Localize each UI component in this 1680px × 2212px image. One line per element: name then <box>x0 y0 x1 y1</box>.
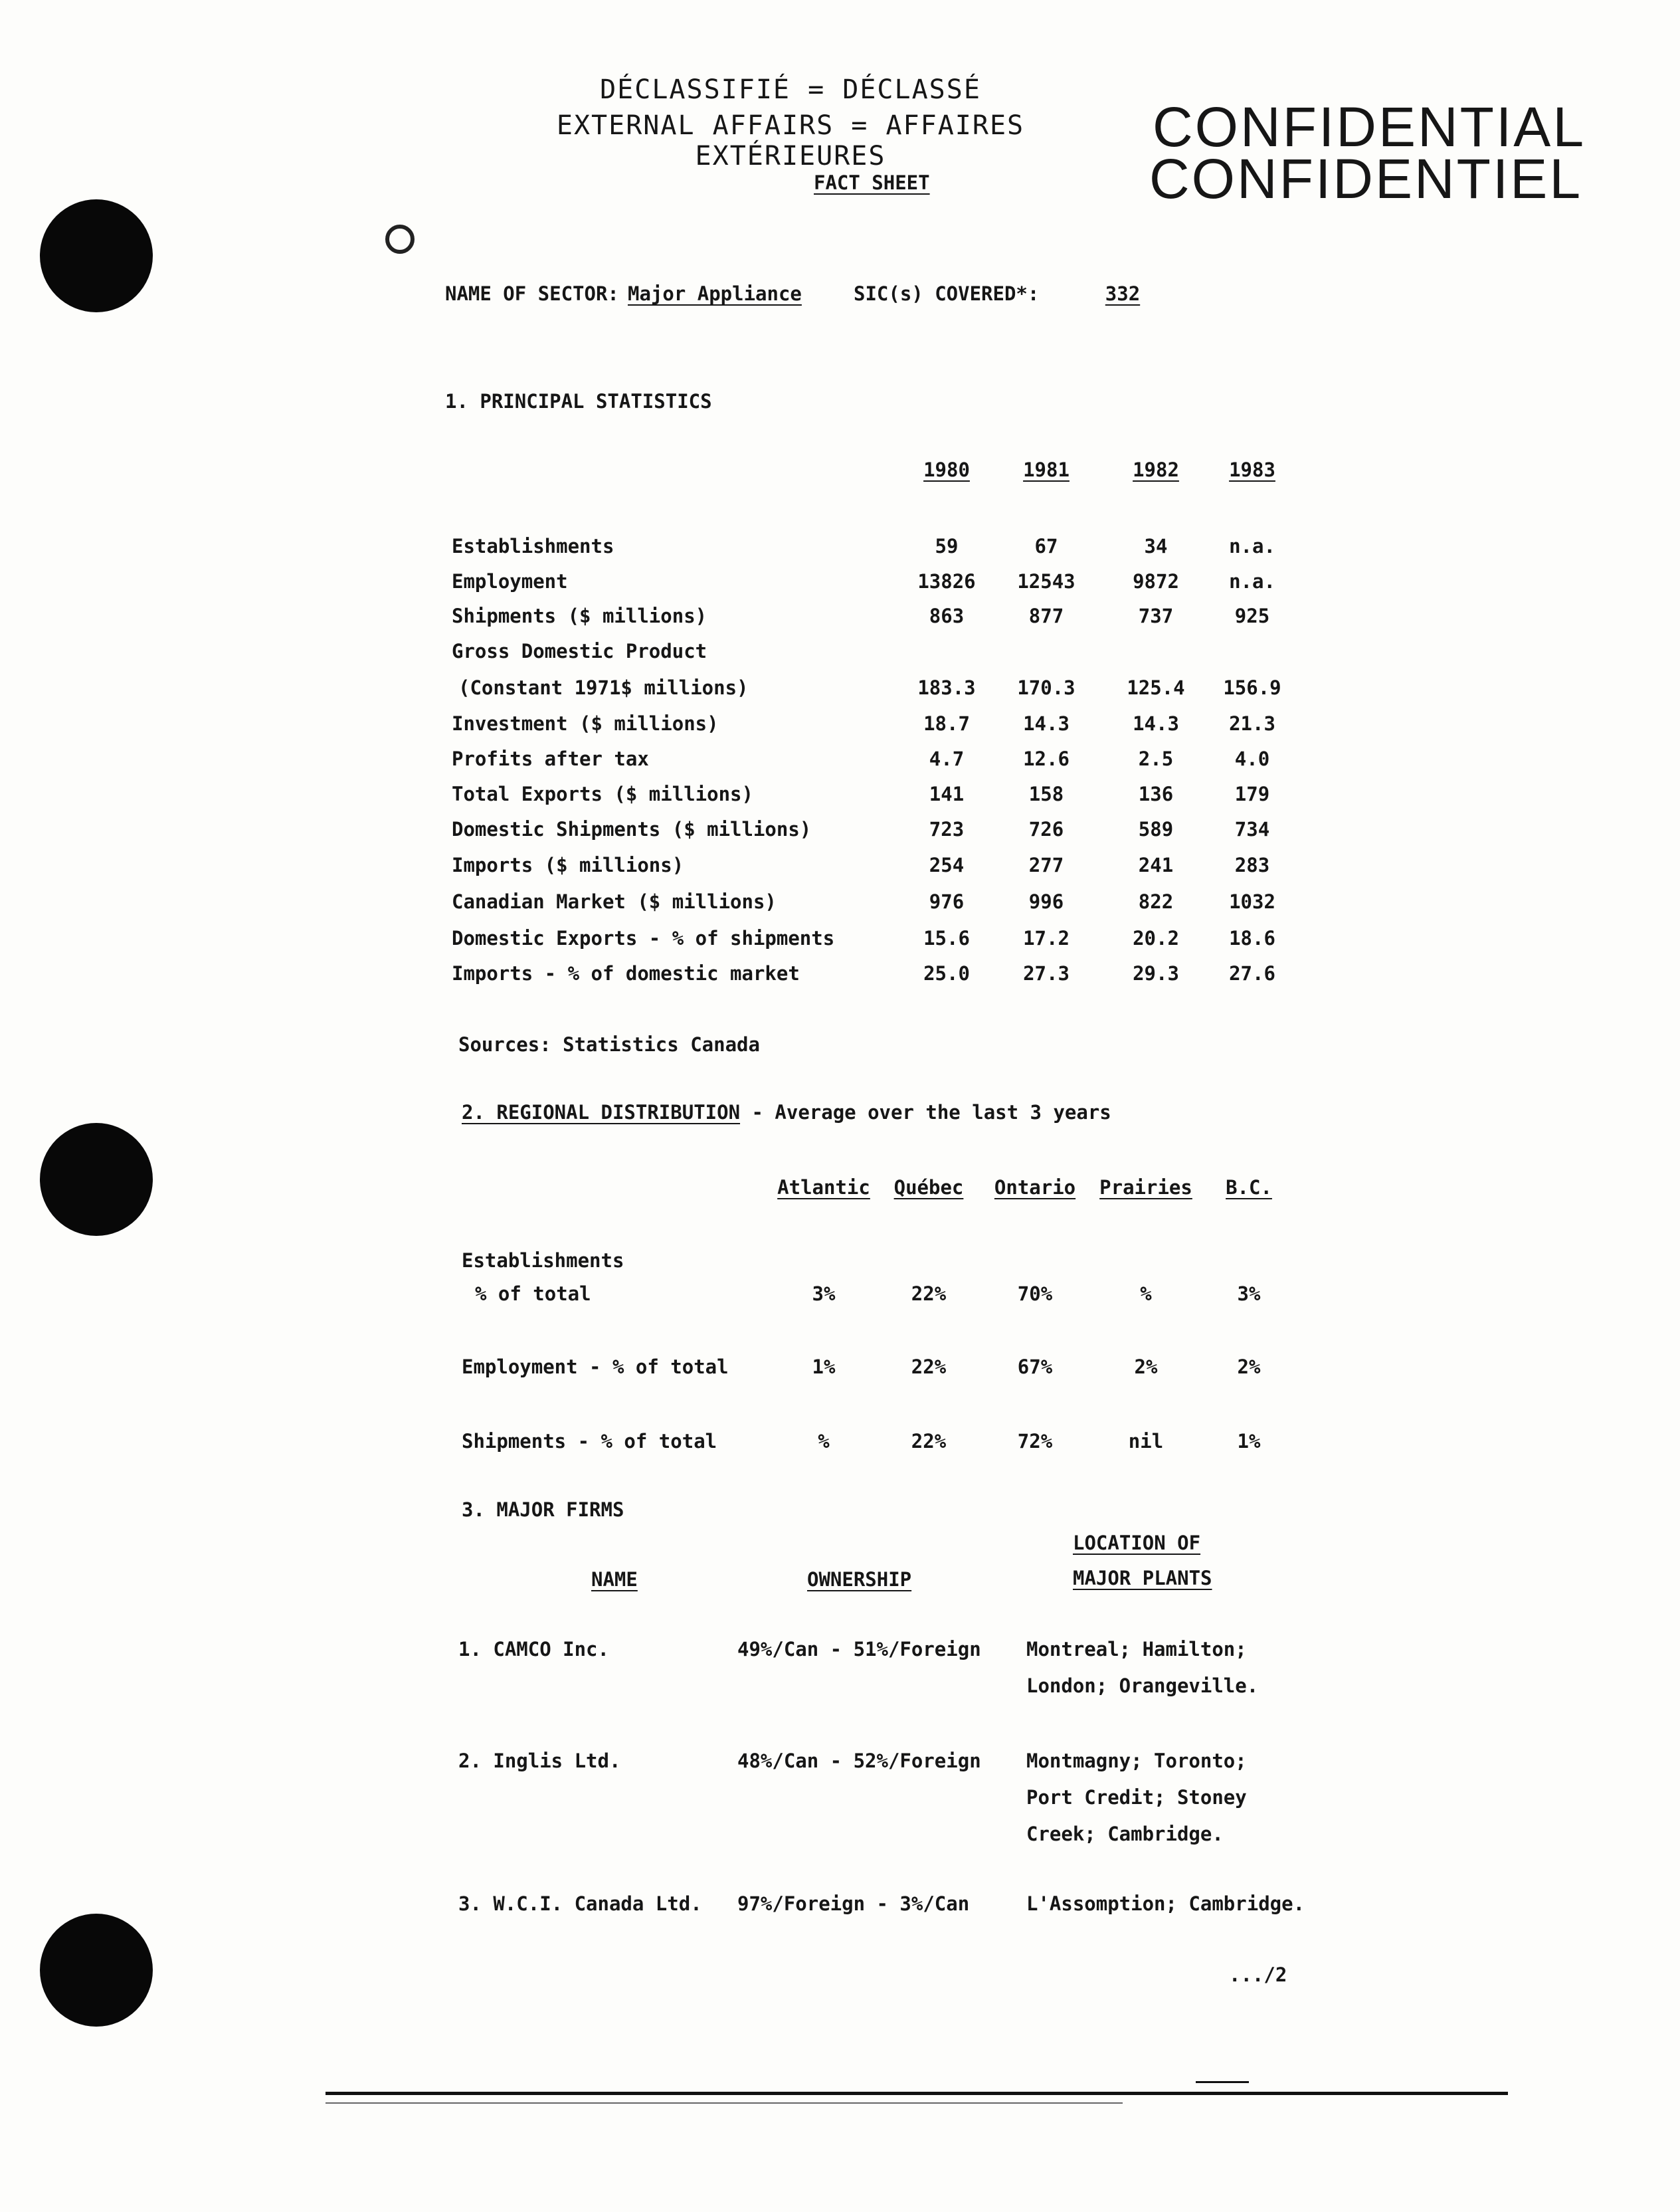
stat-cell: 734 <box>1234 818 1270 841</box>
firm-name: 2. Inglis Ltd. <box>458 1750 621 1772</box>
stat-cell: 158 <box>1028 783 1064 805</box>
stat-row-label: Imports ($ millions) <box>452 854 684 876</box>
region-cell: 2% <box>1134 1356 1158 1378</box>
year-header: 1981 <box>1023 458 1070 481</box>
firm-name: 1. CAMCO Inc. <box>458 1638 609 1660</box>
region-cell: 22% <box>911 1282 947 1305</box>
stat-cell: 2.5 <box>1138 748 1174 770</box>
stat-cell: 9872 <box>1133 570 1179 593</box>
page-continuation: .../2 <box>1229 1963 1287 1986</box>
stat-row-label: Shipments ($ millions) <box>452 605 707 627</box>
punch-hole-middle <box>40 1123 153 1236</box>
sector-name-label: NAME OF SECTOR: <box>445 282 619 305</box>
stat-cell: 14.3 <box>1133 712 1179 735</box>
col-location-header-line1: LOCATION OF <box>1073 1532 1201 1554</box>
stat-cell: 241 <box>1138 854 1174 876</box>
stat-cell: 20.2 <box>1133 927 1179 950</box>
region-cell: 2% <box>1237 1356 1261 1378</box>
stat-cell: 25.0 <box>923 962 970 985</box>
region-header: B.C. <box>1226 1176 1272 1199</box>
stat-cell: 15.6 <box>923 927 970 950</box>
punch-hole-top <box>40 199 153 312</box>
stat-row-label: (Constant 1971$ millions) <box>458 676 749 699</box>
stat-cell: 863 <box>929 605 965 627</box>
region-cell: % <box>818 1430 830 1453</box>
stat-cell: 13826 <box>917 570 976 593</box>
stat-cell: n.a. <box>1229 570 1275 593</box>
stat-cell: 12.6 <box>1023 748 1070 770</box>
region-row-sublabel: % of total <box>475 1282 591 1305</box>
stat-cell: 17.2 <box>1023 927 1070 950</box>
stat-cell: 156.9 <box>1223 676 1281 699</box>
stat-cell: 170.3 <box>1017 676 1075 699</box>
footer-rule-short <box>1196 2081 1249 2083</box>
stat-cell: 996 <box>1028 890 1064 913</box>
stat-cell: 723 <box>929 818 965 841</box>
region-cell: 22% <box>911 1356 947 1378</box>
stat-row-label: Imports - % of domestic market <box>452 962 800 985</box>
stat-cell: 29.3 <box>1133 962 1179 985</box>
stat-cell: 67 <box>1034 535 1058 557</box>
firm-location: Port Credit; Stoney <box>1026 1786 1247 1809</box>
region-cell: 67% <box>1017 1356 1053 1378</box>
declassified-stamp-line1: DÉCLASSIFIÉ = DÉCLASSÉ <box>600 74 981 105</box>
stat-row-label: Profits after tax <box>452 748 649 770</box>
footer-rule <box>326 2092 1508 2095</box>
stat-cell: 925 <box>1234 605 1270 627</box>
sic-value: 332 <box>1105 282 1141 305</box>
source-note: Sources: Statistics Canada <box>458 1033 760 1056</box>
firm-location: London; Orangeville. <box>1026 1674 1259 1697</box>
stat-cell: 18.7 <box>923 712 970 735</box>
region-cell: 3% <box>812 1282 836 1305</box>
section1-heading: 1. PRINCIPAL STATISTICS <box>445 390 712 413</box>
sector-name-value: Major Appliance <box>628 282 802 305</box>
region-cell: % <box>1140 1282 1152 1305</box>
stat-cell: 27.6 <box>1229 962 1275 985</box>
stat-cell: 822 <box>1138 890 1174 913</box>
region-header: Québec <box>893 1176 964 1199</box>
stat-cell: 12543 <box>1017 570 1075 593</box>
region-cell: 1% <box>812 1356 836 1378</box>
col-name-header: NAME <box>591 1568 638 1591</box>
stat-row-label: Domestic Exports - % of shipments <box>452 927 835 950</box>
seal-icon <box>385 225 415 254</box>
stat-cell: 59 <box>935 535 959 557</box>
region-row-label: Shipments - % of total <box>462 1430 717 1453</box>
year-header: 1983 <box>1229 458 1275 481</box>
stat-cell: 254 <box>929 854 965 876</box>
stat-cell: 179 <box>1234 783 1270 805</box>
confidential-stamp-en: CONFIDENTIAL <box>1153 96 1586 158</box>
fact-sheet-title: FACT SHEET <box>814 171 930 194</box>
firm-location: Creek; Cambridge. <box>1026 1823 1224 1845</box>
region-cell: 70% <box>1017 1282 1053 1305</box>
firm-location: L'Assomption; Cambridge. <box>1026 1892 1305 1915</box>
stat-cell: 877 <box>1028 605 1064 627</box>
year-header: 1982 <box>1133 458 1179 481</box>
firm-location: Montmagny; Toronto; <box>1026 1750 1247 1772</box>
stat-cell: 34 <box>1144 535 1168 557</box>
firm-ownership: 48%/Can - 52%/Foreign <box>737 1750 981 1772</box>
stat-cell: 125.4 <box>1127 676 1185 699</box>
stat-cell: 183.3 <box>917 676 976 699</box>
stat-cell: n.a. <box>1229 535 1275 557</box>
col-ownership-header: OWNERSHIP <box>807 1568 912 1591</box>
region-cell: 22% <box>911 1430 947 1453</box>
stat-row-label: Canadian Market ($ millions) <box>452 890 777 913</box>
stat-row-label: Investment ($ millions) <box>452 712 719 735</box>
stat-row-label: Total Exports ($ millions) <box>452 783 753 805</box>
stat-cell: 136 <box>1138 783 1174 805</box>
stat-cell: 737 <box>1138 605 1174 627</box>
punch-hole-bottom <box>40 1914 153 2027</box>
section2-heading-row <box>462 1101 1111 1124</box>
stat-cell: 1032 <box>1229 890 1275 913</box>
stat-row-label: Establishments <box>452 535 614 557</box>
stat-cell: 589 <box>1138 818 1174 841</box>
sic-label: SIC(s) COVERED*: <box>854 282 1040 305</box>
stat-cell: 141 <box>929 783 965 805</box>
stat-cell: 27.3 <box>1023 962 1070 985</box>
stat-row-label: Gross Domestic Product <box>452 640 707 662</box>
stat-row-label: Domestic Shipments ($ millions) <box>452 818 812 841</box>
region-cell: nil <box>1128 1430 1164 1453</box>
stat-cell: 726 <box>1028 818 1064 841</box>
firm-ownership: 49%/Can - 51%/Foreign <box>737 1638 981 1660</box>
region-header: Ontario <box>994 1176 1076 1199</box>
stat-cell: 4.7 <box>929 748 965 770</box>
stat-cell: 4.0 <box>1234 748 1270 770</box>
confidential-stamp-fr: CONFIDENTIEL <box>1149 148 1583 210</box>
col-location-header-line2: MAJOR PLANTS <box>1073 1567 1212 1589</box>
footer-rule-faint <box>326 2102 1123 2104</box>
region-row-label: Establishments <box>462 1249 624 1272</box>
declassified-stamp-line2: EXTERNAL AFFAIRS = AFFAIRES EXTÉRIEURES <box>556 110 1025 171</box>
firm-location: Montreal; Hamilton; <box>1026 1638 1247 1660</box>
region-cell: 1% <box>1237 1430 1261 1453</box>
region-cell: 3% <box>1237 1282 1261 1305</box>
stat-cell: 21.3 <box>1229 712 1275 735</box>
region-cell: 72% <box>1017 1430 1053 1453</box>
stat-cell: 283 <box>1234 854 1270 876</box>
region-header: Atlantic <box>777 1176 870 1199</box>
section2-heading-suffix: - Average over the last 3 years <box>751 1101 1111 1124</box>
section2-heading: 2. REGIONAL DISTRIBUTION <box>462 1101 741 1124</box>
stat-cell: 277 <box>1028 854 1064 876</box>
firm-name: 3. W.C.I. Canada Ltd. <box>458 1892 702 1915</box>
region-row-label: Employment - % of total <box>462 1356 729 1378</box>
stat-cell: 14.3 <box>1023 712 1070 735</box>
stat-cell: 18.6 <box>1229 927 1275 950</box>
stat-row-label: Employment <box>452 570 568 593</box>
stat-cell: 976 <box>929 890 965 913</box>
region-header: Prairies <box>1099 1176 1192 1199</box>
year-header: 1980 <box>923 458 970 481</box>
firm-ownership: 97%/Foreign - 3%/Can <box>737 1892 970 1915</box>
section3-heading: 3. MAJOR FIRMS <box>462 1498 624 1521</box>
